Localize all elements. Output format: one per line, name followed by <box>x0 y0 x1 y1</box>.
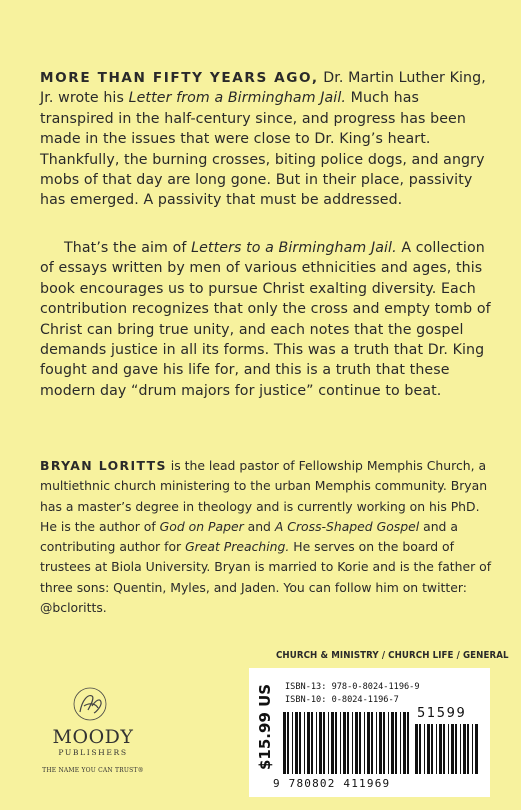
isbn-10: ISBN-10: 0-8024-1196-7 <box>285 695 399 705</box>
publisher-name: MOODY <box>52 726 134 748</box>
barcode-icon <box>283 712 413 778</box>
category-label: CHURCH & MINISTRY / CHURCH LIFE / GENERAL <box>276 650 509 661</box>
book-title-italic: God on Paper <box>159 518 244 534</box>
book-title-italic: Great Preaching. <box>185 539 290 555</box>
bio-text: and a contributing author for <box>40 518 458 555</box>
price-addon-code: 51599 <box>417 706 467 721</box>
barcode-number: 9 780802 411969 <box>273 777 391 790</box>
book-title-italic: Letter from a Birmingham Jail. <box>128 90 347 107</box>
description-lead: MORE THAN FIFTY YEARS AGO, <box>40 70 319 86</box>
publisher-tagline: THE NAME YOU CAN TRUST® <box>42 767 144 774</box>
author-bio <box>40 456 492 618</box>
description-paragraph-1 <box>40 68 492 211</box>
description-text: That’s the aim of <box>64 240 192 256</box>
publisher-sub: PUBLISHERS <box>58 748 128 757</box>
price-label: $15.99 US <box>256 683 274 770</box>
barcode-box <box>249 668 490 797</box>
publisher-logo <box>28 682 158 792</box>
moody-emblem-icon <box>68 682 112 726</box>
description-text: A collection of essays written by men of various ethnicities and ages, this book encourages us to pursue Christ exalting diversity. Each contribution recognizes that only the cross and empty tomb of Christ can bring true unity, and each notes that the gospel demands justice in all its forms. This was a truth that Dr. King fought and gave his life for, and this is a truth that these modern day “drum majors for justice” continue to beat. <box>40 240 491 399</box>
description-paragraph-2 <box>40 238 492 401</box>
description-text: Dr. Martin Luther King, Jr. wrote his <box>40 70 486 107</box>
bio-text: He serves on the board of trustees at Biola University. Bryan is married to Korie and is the father of three sons: Quentin, Myles, and Jaden. You can follow him on twitter: @bcloritts. <box>40 539 492 616</box>
addon-barcode-icon <box>415 724 481 778</box>
description-text: Much has transpired in the half-century since, and progress has been made in the issues that were close to Dr. King’s heart. Thankfully, the burning crosses, biting police dogs, and angry mobs of that day are long gone. But in their place, passivity has emerged. A passivity that must be addressed. <box>40 90 485 209</box>
book-title-italic: Letters to a Birmingham Jail. <box>191 240 397 256</box>
bio-text: is the lead pastor of Fellowship Memphis Church, a multiethnic church ministering to the urban Memphis community. Bryan has a master’s degree in theology and is currently working on his PhD. He is the author of <box>40 458 488 534</box>
author-name: BRYAN LORITTS <box>40 458 167 473</box>
book-title-italic: A Cross-Shaped Gospel <box>274 518 420 534</box>
isbn-13: ISBN-13: 978-0-8024-1196-9 <box>285 682 420 692</box>
bio-text: and <box>243 518 275 534</box>
